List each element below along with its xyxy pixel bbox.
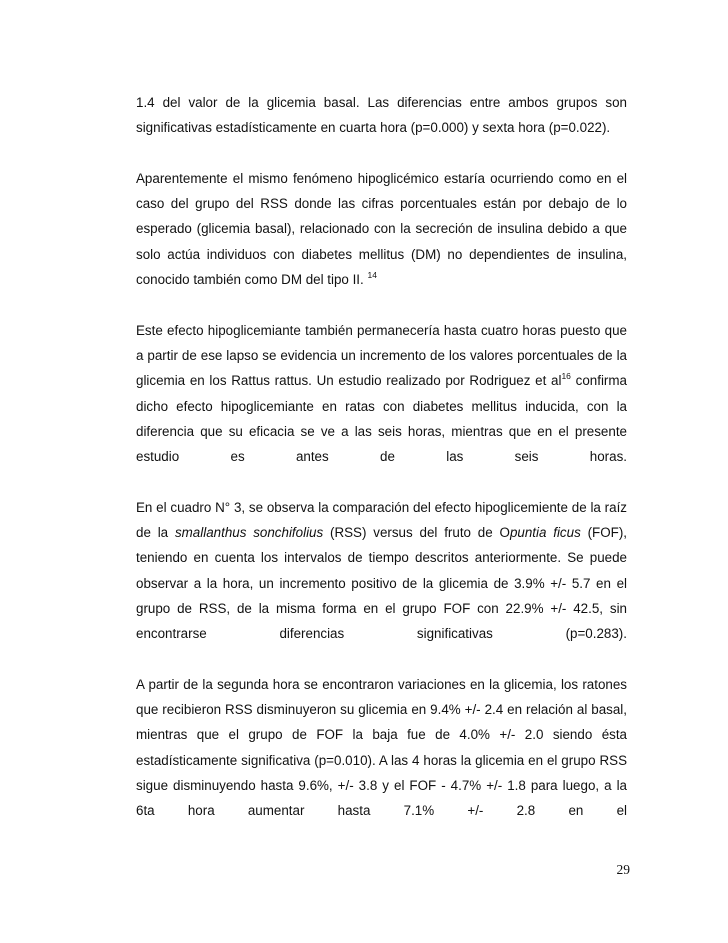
paragraph-5: [136, 672, 627, 824]
species-name-smallanthus: smallanthus sonchifolius: [174, 525, 324, 541]
species-name-opuntia: puntia ficus: [509, 525, 581, 541]
paragraph-4-text-3: (FOF), teniendo en cuenta los intervalos de tiempo descritos anteriormente. Se puede observar a la hora, un incremento positivo de la glicemia de 3.9% +/- 5.7 en el grupo de RSS, de la misma forma en el grupo FOF con 22.9% +/- 42.5, sin encontrarse diferencias significativas (p=0.283).: [136, 525, 628, 642]
paragraph-3: [136, 318, 627, 470]
paragraph-3-text-after: confirma dicho efecto hipoglicemiante en ratas con diabetes mellitus inducida, con la diferencia que su eficacia se ve a las seis horas, mientras que en el presente estudio es antes de las seis horas.: [136, 373, 627, 465]
paragraph-4-text-1: En el cuadro N° 3, se observa la comparación del efecto hipoglicemiente de la raíz de la: [136, 499, 627, 541]
paragraph-2-text: Aparentemente el mismo fenómeno hipoglicémico estaría ocurriendo como en el caso del grupo del RSS donde las cifras porcentuales están por debajo de lo esperado (glicemia basal), relacionado con la secreción de insulina debido a que solo actúa individuos con diabetes mellitus (DM) no dependientes de insulina, conocido también como DM del tipo II.: [136, 170, 627, 288]
paragraph-5-text: A partir de la segunda hora se encontraron variaciones en la glicemia, los ratones que recibieron RSS disminuyeron su glicemia en 9.4% +/- 2.4 en relación al basal, mientras que el grupo de FOF la baja fue de 4.0% +/- 2.0 siendo ésta estadísticamente significativa (p=0.010). A las 4 horas la glicemia en el grupo RSS sigue disminuyendo hasta 9.6%, +/- 3.8 y el FOF - 4.7% +/- 1.8 para luego, a la 6ta hora aumentar hasta 7.1% +/- 2.8 en el: [136, 676, 627, 819]
paragraph-3-text-before: Este efecto hipoglicemiante también permanecería hasta cuatro horas puesto que a partir de ese lapso se evidencia un incremento de los valores porcentuales de la glicemia en los Rattus rattus. Un estudio realizado por Rodriguez et al: [136, 322, 627, 389]
paragraph-4-text-2: (RSS) versus del fruto de O: [323, 525, 510, 541]
paragraph-1-text: 1.4 del valor de la glicemia basal. Las diferencias entre ambos grupos son significativas estadísticamente en cuarta hora (p=0.000) y sexta hora (p=0.022).: [136, 95, 627, 136]
reference-16: 16: [561, 370, 571, 381]
paragraph-4: [136, 495, 627, 647]
reference-14: 14: [367, 269, 377, 280]
body-text: [136, 90, 627, 846]
paragraph-2: [136, 166, 627, 292]
page-number: 29: [616, 862, 630, 877]
paragraph-1: [136, 90, 627, 141]
